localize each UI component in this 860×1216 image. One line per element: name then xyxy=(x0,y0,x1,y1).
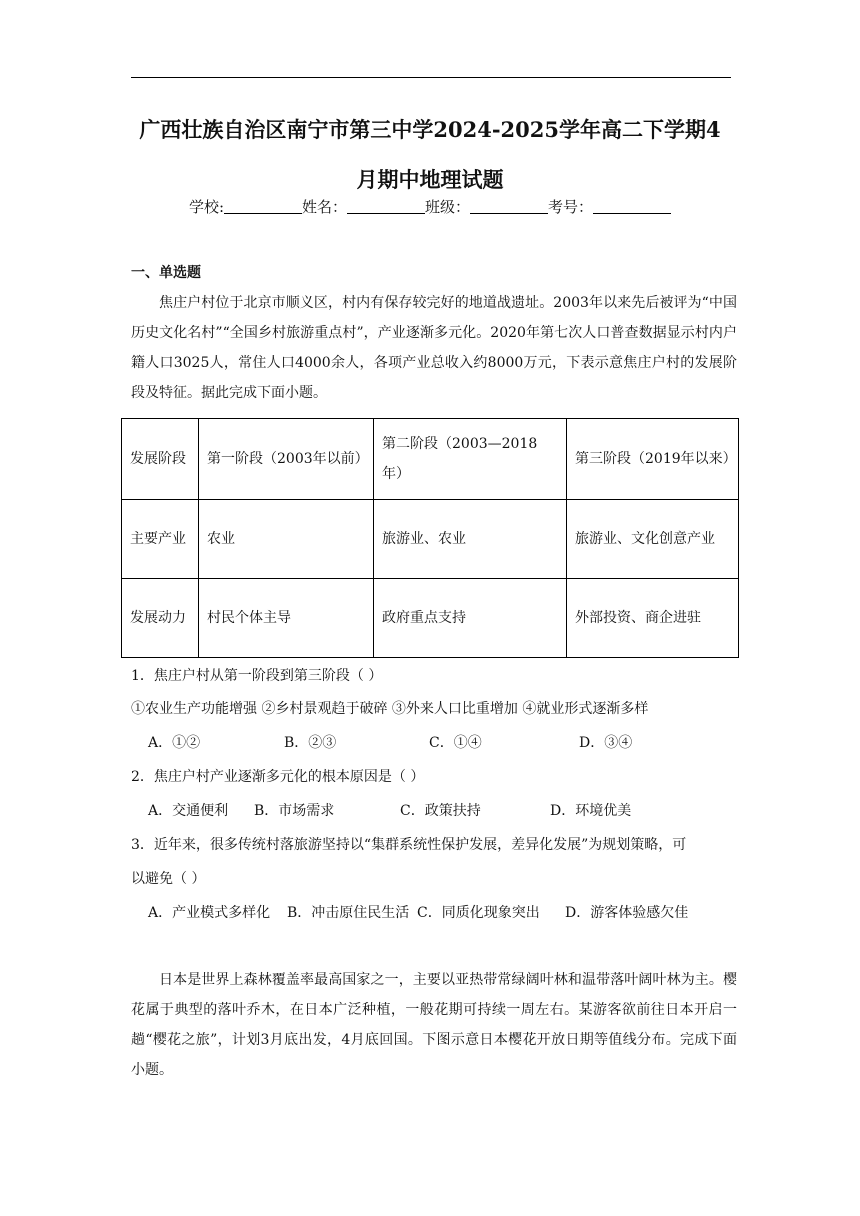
table-cell: 旅游业、文化创意产业 xyxy=(567,500,739,579)
option-b[interactable]: B．冲击原住民生活 xyxy=(287,905,410,921)
title-line-2: 月期中地理试题 xyxy=(356,167,504,192)
development-stage-table xyxy=(121,418,739,658)
question-1-stem: 1．焦庄户村从第一阶段到第三阶段（ ） xyxy=(131,668,383,684)
option-c[interactable]: C．政策扶持 xyxy=(400,803,481,819)
passage-1: 焦庄户村位于北京市顺义区，村内有保存较完好的地道战遗址。2003年以来先后被评为“中国历史文化名村”“全国乡村旅游重点村”，产业逐渐多元化。2020年第七次人口普查数据显示村内户籍人口3025人，常住人口4000余人，各项产业总收入约8000万元，下表示意焦庄户村的发展阶段及特征。据此完成下面小题。 xyxy=(131,295,737,401)
question-2-stem: 2．焦庄户村产业逐渐多元化的根本原因是（ ） xyxy=(131,769,425,785)
class-label: 班级： xyxy=(425,198,471,216)
student-info-line xyxy=(0,196,860,217)
option-c[interactable]: C．①④ xyxy=(429,735,482,751)
table-row xyxy=(122,500,739,579)
question-1-statements: ①农业生产功能增强 ②乡村景观趋于破碎 ③外来人口比重增加 ④就业形式逐渐多样 xyxy=(131,701,649,717)
option-b[interactable]: B．②③ xyxy=(284,735,337,751)
school-blank[interactable] xyxy=(224,198,302,214)
passage-2: 日本是世界上森林覆盖率最高国家之一，主要以亚热带常绿阔叶林和温带落叶阔叶林为主。樱花属于典型的落叶乔木，在日本广泛种植，一般花期可持续一周左右。某游客欲前往日本开启一趟“樱花之旅”，计划3月底出发，4月底回国。下图示意日本樱花开放日期等值线分布。完成下面小题。 xyxy=(131,972,737,1078)
option-a[interactable]: A．①② xyxy=(148,735,201,751)
option-a[interactable]: A．产业模式多样化 xyxy=(148,905,271,921)
option-c[interactable]: C．同质化现象突出 xyxy=(417,905,540,921)
top-rule xyxy=(131,77,731,78)
question-3-options xyxy=(148,902,688,924)
table-cell: 政府重点支持 xyxy=(374,579,567,658)
question-2-options xyxy=(148,800,631,822)
table-cell: 第三阶段（2019年以来） xyxy=(567,419,739,500)
table-cell: 农业 xyxy=(199,500,374,579)
option-d[interactable]: D．游客体验感欠佳 xyxy=(565,905,689,921)
table-cell: 村民个体主导 xyxy=(199,579,374,658)
option-a[interactable]: A．交通便利 xyxy=(148,803,229,819)
table-cell: 发展动力 xyxy=(122,579,199,658)
option-b[interactable]: B．市场需求 xyxy=(254,803,335,819)
table-cell: 第二阶段（2003—2018年） xyxy=(374,419,567,500)
name-blank[interactable] xyxy=(347,198,425,214)
table-row xyxy=(122,579,739,658)
exam-no-label: 考号： xyxy=(548,198,594,216)
name-label: 姓名： xyxy=(302,198,348,216)
class-blank[interactable] xyxy=(470,198,548,214)
school-label: 学校: xyxy=(188,198,224,216)
table-cell: 发展阶段 xyxy=(122,419,199,500)
title-line-1: 广西壮族自治区南宁市第三中学2024-2025学年高二下学期4 xyxy=(139,117,721,142)
table-cell: 主要产业 xyxy=(122,500,199,579)
question-1-options xyxy=(148,732,632,754)
option-d[interactable]: D．环境优美 xyxy=(550,803,632,819)
table-cell: 第一阶段（2003年以前） xyxy=(199,419,374,500)
exam-no-blank[interactable] xyxy=(593,198,671,214)
section-heading: 一、单选题 xyxy=(131,265,201,281)
option-d[interactable]: D．③④ xyxy=(579,735,633,751)
table-cell: 旅游业、农业 xyxy=(374,500,567,579)
question-3-stem-line-1: 3．近年来，很多传统村落旅游坚持以“集群系统性保护发展，差异化发展”为规划策略，可 xyxy=(131,837,687,853)
question-3-stem-line-2: 以避免（ ） xyxy=(131,871,206,887)
table-header-row xyxy=(122,419,739,500)
table-cell: 外部投资、商企进驻 xyxy=(567,579,739,658)
document-title xyxy=(120,105,740,205)
